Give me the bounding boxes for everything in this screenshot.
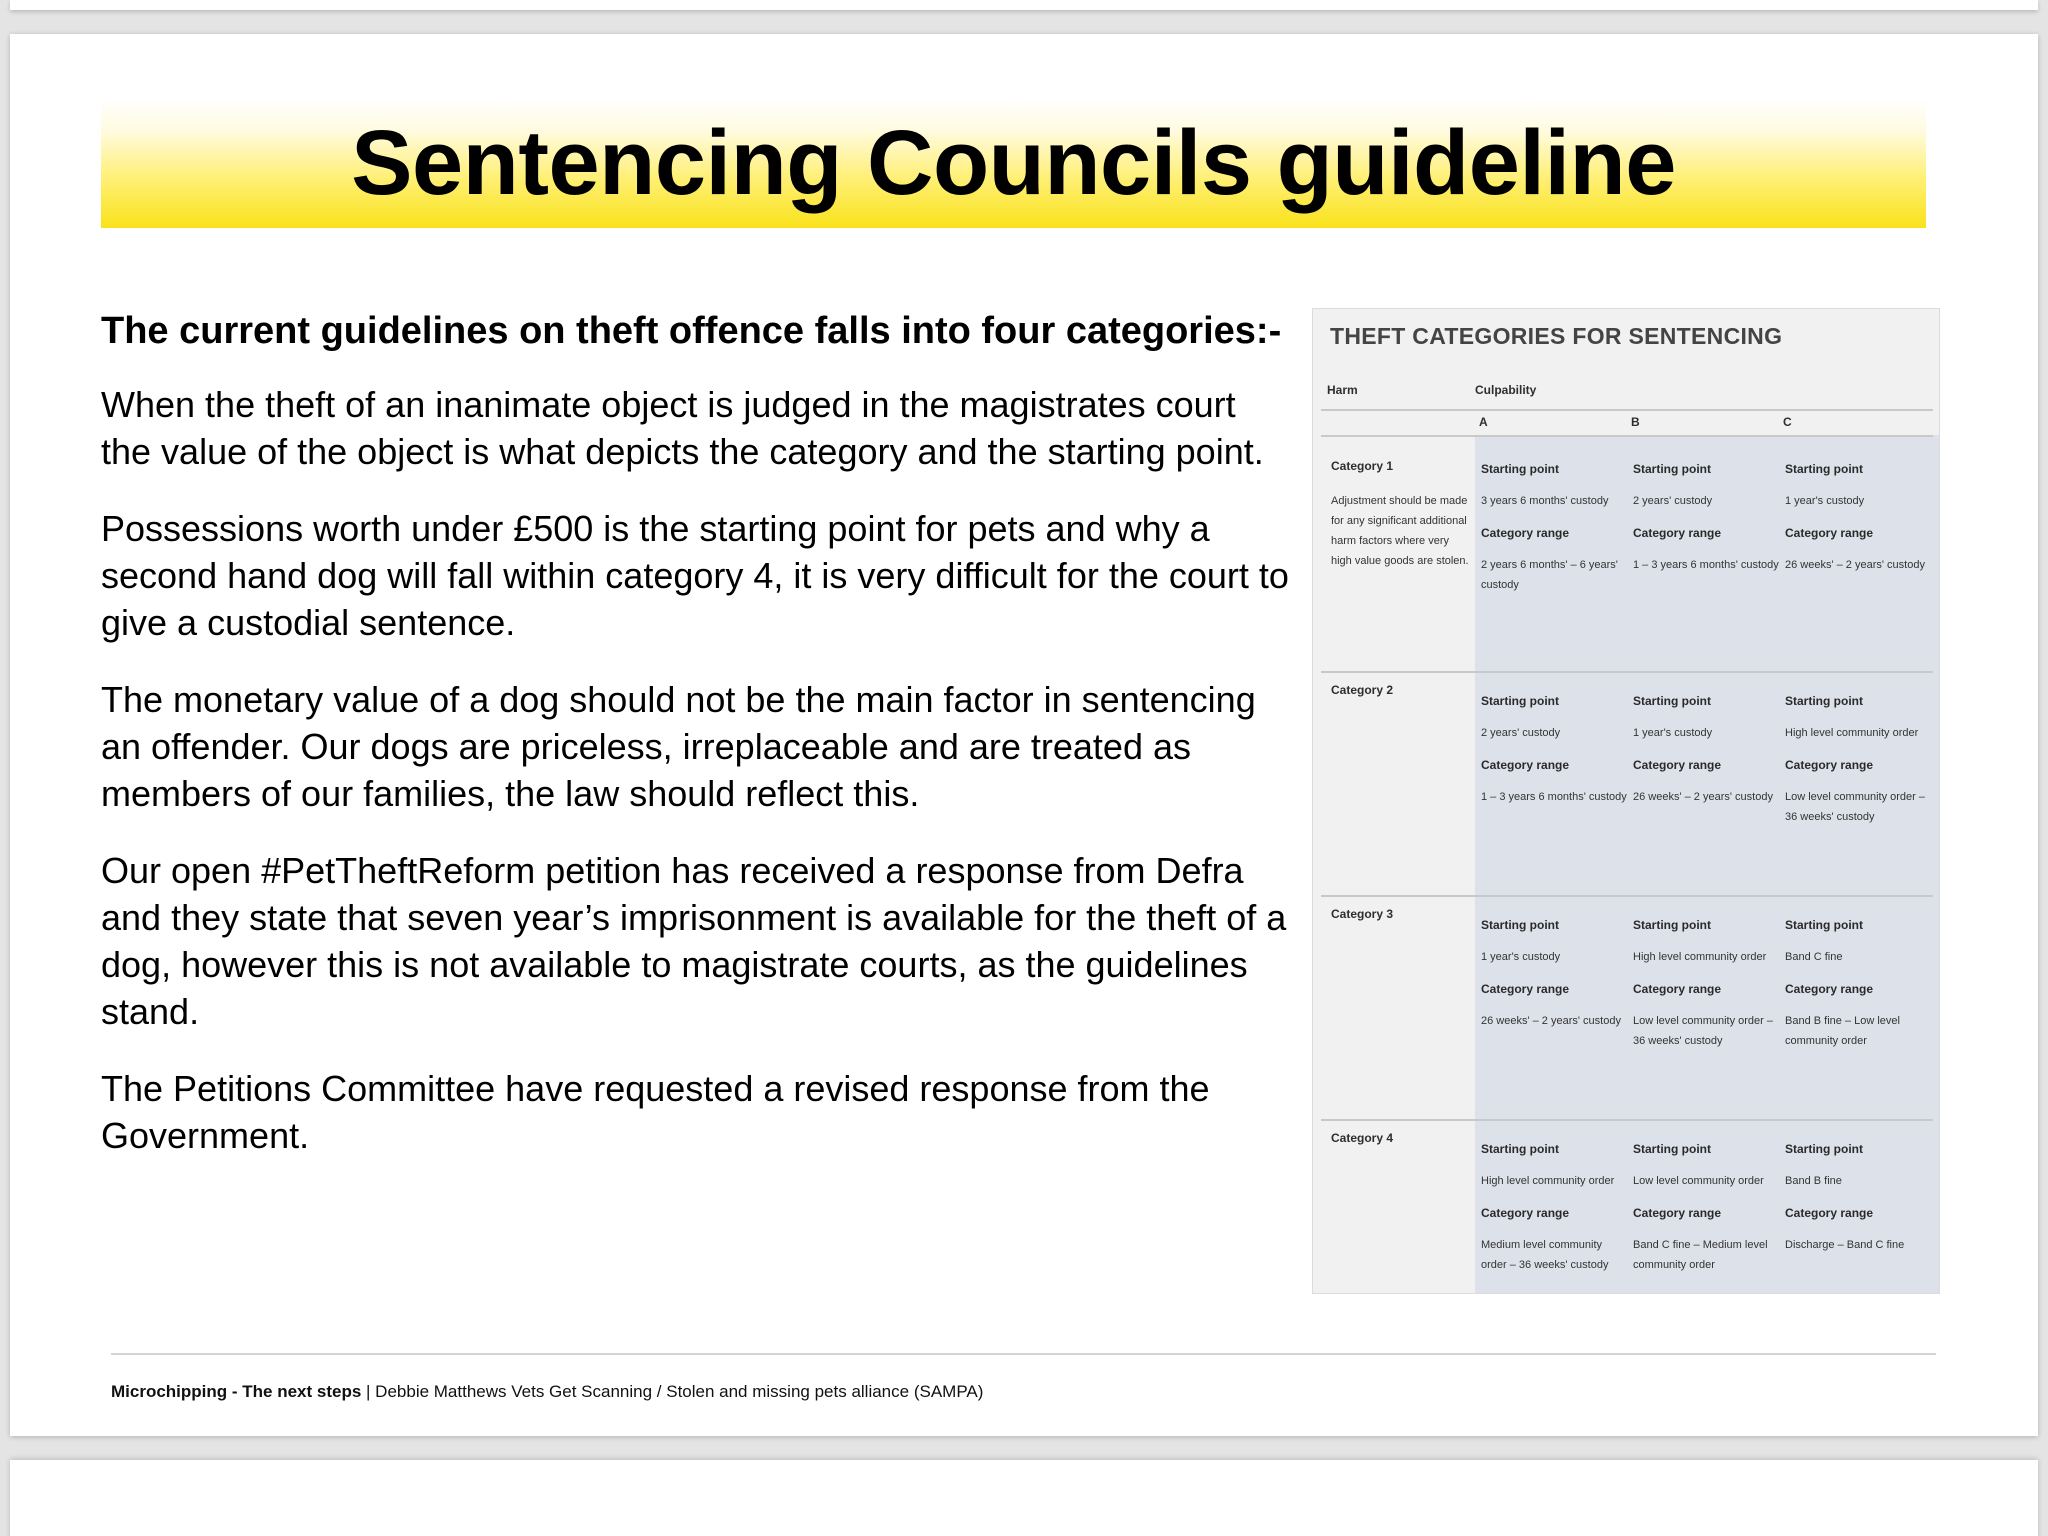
footer [111,1382,983,1402]
cell-cat4-b [1633,1139,1779,1287]
column-a-label: A [1479,415,1488,429]
cell-cat3-a [1481,915,1627,1043]
starting-point-label: Starting point [1633,462,1711,476]
starting-point-label: Starting point [1785,1142,1863,1156]
category-range-value: 26 weeks' – 2 years' custody [1481,1015,1621,1027]
starting-point-value: 1 year's custody [1633,727,1713,739]
category-range-value: Band B fine – Low level community order [1785,1015,1900,1047]
category-range-value: Low level community order – 36 weeks' custody [1633,1015,1774,1047]
footer-divider [111,1353,1936,1355]
category-1-label: Category 1 [1331,459,1394,473]
slide-title: Sentencing Councils guideline [351,111,1676,214]
paragraph-3: The monetary value of a dog should not be the main factor in sentencing an offender. Our dogs are priceless, irreplaceable and are treated as members of our families, the law should reflect this. [101,679,1256,814]
category-range-label: Category range [1481,982,1570,996]
starting-point-label: Starting point [1481,694,1559,708]
starting-point-value: 2 years' custody [1481,727,1561,739]
cell-cat4-c [1785,1139,1931,1267]
category-3-label: Category 3 [1331,907,1394,921]
starting-point-value: Band C fine [1785,951,1843,963]
category-range-label: Category range [1633,526,1722,540]
starting-point-value: Band B fine [1785,1175,1842,1187]
starting-point-label: Starting point [1481,1142,1559,1156]
footer-title: Microchipping - The next steps [111,1382,362,1401]
cell-cat4-a [1481,1139,1627,1287]
category-range-label: Category range [1481,526,1570,540]
column-b-label: B [1631,415,1640,429]
category-range-label: Category range [1633,758,1722,772]
starting-point-value: High level community order [1633,951,1767,963]
starting-point-value: 3 years 6 months' custody [1481,495,1609,507]
category-range-label: Category range [1481,758,1570,772]
starting-point-value: High level community order [1481,1175,1615,1187]
category-range-value: Low level community order – 36 weeks' custody [1785,791,1926,823]
category-4-label: Category 4 [1331,1131,1394,1145]
category-range-label: Category range [1785,758,1874,772]
harm-label: Harm [1327,383,1358,397]
body-text [101,308,1291,1189]
paragraph-2: Possessions worth under £500 is the starting point for pets and why a second hand dog will fall within category 4, it is very difficult for the court to give a custodial sentence. [101,508,1289,643]
category-range-label: Category range [1633,982,1722,996]
paragraph-5: The Petitions Committee have requested a revised response from the Government. [101,1068,1210,1156]
starting-point-label: Starting point [1785,462,1863,476]
paragraph-1: When the theft of an inanimate object is judged in the magistrates court the value of the object is what depicts the category and the starting point. [101,384,1264,472]
starting-point-label: Starting point [1785,694,1863,708]
starting-point-label: Starting point [1481,462,1559,476]
category-range-value: 1 – 3 years 6 months' custody [1633,559,1779,571]
cell-cat3-b [1633,915,1779,1063]
next-slide-edge [10,1460,2038,1536]
intro-heading: The current guidelines on theft offence falls into four categories:- [101,310,1282,352]
starting-point-value: High level community order [1785,727,1919,739]
cell-cat2-c [1785,691,1931,839]
category-1-note: Adjustment should be made for any significant additional harm factors where very high value goods are stolen. [1331,495,1469,567]
category-range-label: Category range [1481,1206,1570,1220]
previous-slide-edge [10,0,2038,10]
cell-cat3-c [1785,915,1931,1063]
paragraph-4: Our open #PetTheftReform petition has received a response from Defra and they state that seven year’s imprisonment is available for the theft of a dog, however this is not available to magistrate courts, as the guidelines stand. [101,850,1287,1032]
category-range-value: Band C fine – Medium level community order [1633,1239,1768,1271]
category-range-value: Discharge – Band C fine [1785,1239,1905,1251]
category-range-value: 26 weeks' – 2 years' custody [1785,559,1925,571]
cell-cat1-a [1481,459,1627,607]
category-2-label: Category 2 [1331,683,1394,697]
category-range-label: Category range [1633,1206,1722,1220]
category-range-value: 1 – 3 years 6 months' custody [1481,791,1627,803]
divider [1321,671,1933,673]
starting-point-label: Starting point [1481,918,1559,932]
cell-cat1-c [1785,459,1931,587]
slide [10,34,2038,1436]
category-range-label: Category range [1785,982,1874,996]
culpability-label: Culpability [1475,383,1537,397]
category-range-label: Category range [1785,1206,1874,1220]
starting-point-value: 1 year's custody [1481,951,1561,963]
category-range-value: Medium level community order – 36 weeks' custody [1481,1239,1609,1271]
cell-cat2-a [1481,691,1627,819]
divider [1321,435,1933,437]
footer-credits: | Debbie Matthews Vets Get Scanning / Stolen and missing pets alliance (SAMPA) [361,1382,984,1401]
cell-cat2-b [1633,691,1779,819]
starting-point-label: Starting point [1633,918,1711,932]
title-bar [101,98,1926,228]
column-c-label: C [1783,415,1792,429]
cell-cat1-b [1633,459,1779,587]
divider [1321,409,1933,411]
category-range-label: Category range [1785,526,1874,540]
starting-point-value: 2 years' custody [1633,495,1713,507]
starting-point-value: 1 year's custody [1785,495,1865,507]
starting-point-value: Low level community order [1633,1175,1764,1187]
divider [1321,1119,1933,1121]
starting-point-label: Starting point [1633,1142,1711,1156]
starting-point-label: Starting point [1633,694,1711,708]
table-heading: THEFT CATEGORIES FOR SENTENCING [1330,323,1783,349]
divider [1321,895,1933,897]
starting-point-label: Starting point [1785,918,1863,932]
theft-categories-table [1312,308,1940,1294]
category-range-value: 26 weeks' – 2 years' custody [1633,791,1773,803]
category-range-value: 2 years 6 months' – 6 years' custody [1481,559,1618,591]
